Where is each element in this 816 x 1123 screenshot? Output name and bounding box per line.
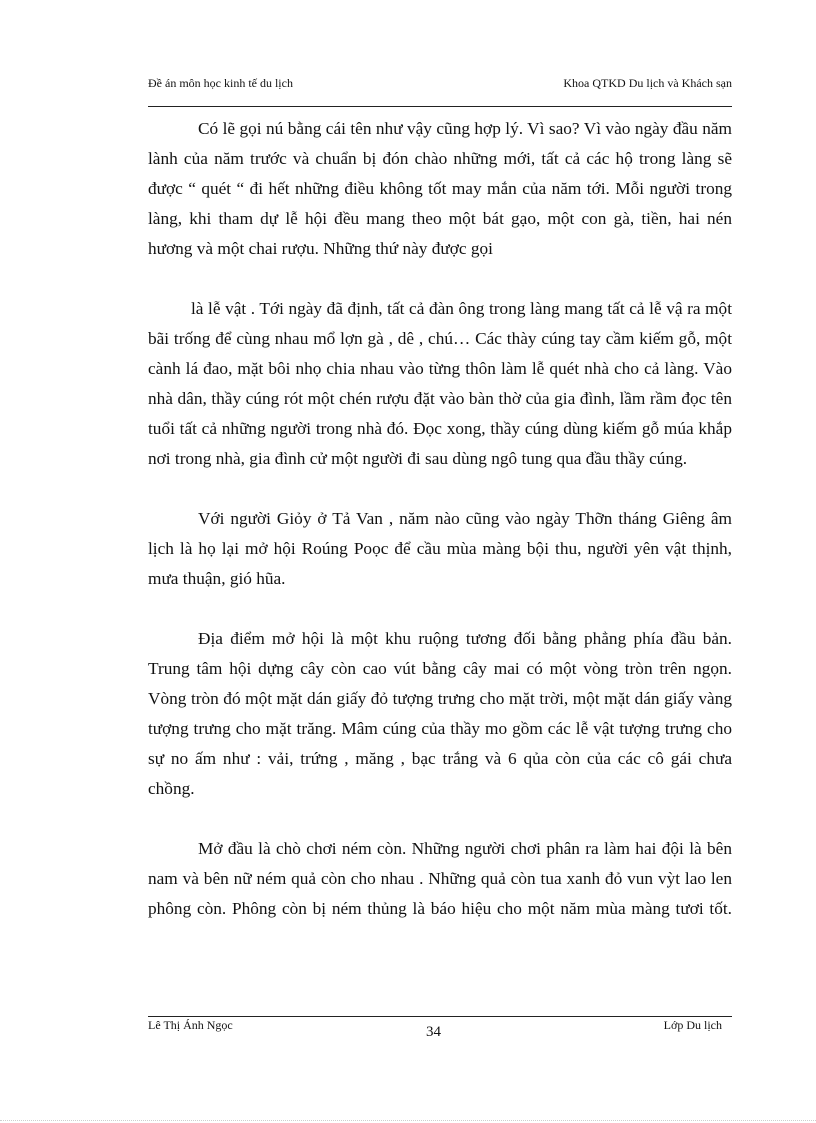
header-document-title: Đề án môn học kinh tế du lịch (148, 76, 293, 90)
document-body (148, 114, 732, 924)
paragraph-2: là lễ vật . Tới ngày đã định, tất cả đàn ông trong làng mang tất cả lễ vậ ra một bãi trống để cùng nhau mổ lợn gà , dê , chú… Các thày cúng tay cầm kiếm gỗ, một cành lá đao, mặt bôi nhọ chia nhau vào từng thôn làm lễ quét nhà cho cả làng. Vào nhà dân, thầy cúng rót một chén rượu đặt vào bàn thờ của gia đình, lầm rầm đọc tên tuổi tất cả những người trong nhà đó. Đọc xong, thầy cúng dùng kiếm gỗ múa khắp nơi trong nhà, gia đình cử một người đi sau dùng ngô tung qua đầu thầy cúng. (148, 299, 732, 468)
paragraph-5: Mở đầu là chò chơi ném còn. Những người chơi phân ra làm hai đội là bên nam và bên nữ ném quả còn cho nhau . Những quả còn tua xanh đỏ vun vỳt lao len phông còn. Phông còn bị ném thủng là báo hiệu cho một năm mùa màng tươi tốt. (148, 839, 732, 918)
footer-author: Lê Thị Ánh Ngọc (148, 1018, 233, 1032)
page-bottom-border (0, 1120, 816, 1121)
header-divider (148, 106, 732, 107)
paragraph-4: Địa điểm mở hội là một khu ruộng tương đối bằng phẳng phía đầu bản. Trung tâm hội dựng cây còn cao vút bằng cây mai có một vòng tròn trên ngọn. Vòng tròn đó một mặt dán giấy đỏ tượng trưng cho mặt trời, một mặt dán giấy vàng tượng trưng cho mặt trăng. Mâm cúng của thầy mo gồm các lễ vật tượng trưng cho sự no ấm như : vải, trứng , măng , bạc trắng và 6 qủa còn của các cô gái chưa chồng. (148, 629, 732, 798)
footer-divider (148, 1016, 732, 1017)
header-faculty-name: Khoa QTKD Du lịch và Khách sạn (563, 76, 732, 90)
paragraph-3: Với người Giỏy ở Tả Van , năm nào cũng vào ngày Thỡn tháng Giêng âm lịch là họ lại mở hội Roúng Poọc để cầu mùa màng bội thu, người yên vật thịnh, mưa thuận, gió hũa. (148, 509, 732, 588)
paragraph-1: Có lẽ gọi nú bằng cái tên như vậy cũng hợp lý. Vì sao? Vì vào ngày đầu năm lành của năm trước và chuẩn bị đón chào những mới, tất cả các hộ trong làng sẽ được “ quét “ đi hết những điều không tốt may mắn của năm tới. Mỗi người trong làng, khi tham dự lễ hội đều mang theo một bát gạo, một con gà, tiền, hai nén hương và một chai rượu. Những thứ này được gọi (148, 119, 732, 258)
page-header (148, 76, 732, 94)
footer-class-name: Lớp Du lịch (663, 1018, 722, 1032)
page-number: 34 (426, 1024, 441, 1040)
page-footer (148, 1018, 732, 1042)
